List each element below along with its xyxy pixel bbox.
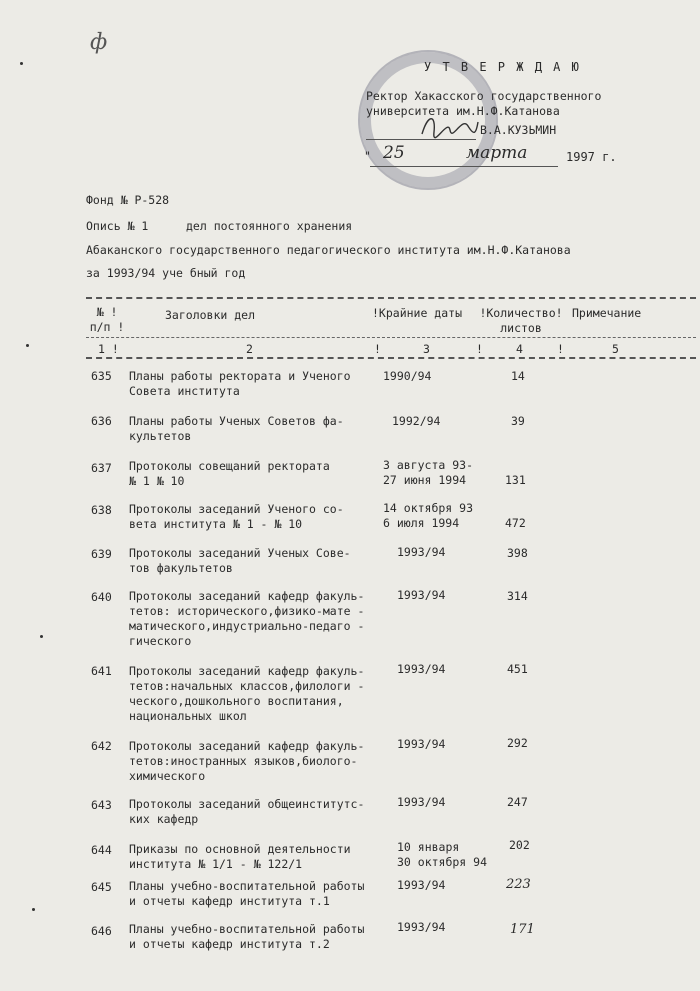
opis-description: дел постоянного хранения xyxy=(186,219,353,233)
row-dates: 1993/94 xyxy=(397,920,446,934)
row-title: Протоколы заседаний кафедр факуль- тетов: исторического,физико-мате - матического,индустриально-педаго - гического xyxy=(129,589,365,648)
row-title: Планы работы ректората и Ученого Совета института xyxy=(129,369,351,398)
row-dates: 1993/94 xyxy=(397,588,446,602)
stray-dot xyxy=(20,62,23,65)
row-dates: 14 октября 93 6 июля 1994 xyxy=(383,501,474,530)
row-sheets: 472 xyxy=(505,516,526,530)
row-sheets: 131 xyxy=(505,473,526,487)
row-dates: 1993/94 xyxy=(397,878,446,892)
row-sheets: 292 xyxy=(507,736,528,750)
column-number: 4 xyxy=(516,342,523,356)
column-number: 5 xyxy=(612,342,619,356)
column-header-number: № ! п/п ! xyxy=(89,305,125,334)
row-dates: 1993/94 xyxy=(397,662,446,676)
row-sheets: 451 xyxy=(507,662,528,676)
row-title: Планы учебно-воспитательной работы и отчеты кафедр института т.1 xyxy=(129,879,365,908)
row-number: 639 xyxy=(91,547,112,561)
row-dates: 1993/94 xyxy=(397,737,446,751)
row-dates: 10 января 30 октября 94 xyxy=(397,840,488,869)
row-dates: 3 августа 93- 27 июня 1994 xyxy=(383,458,474,487)
row-sheets: 314 xyxy=(507,589,528,603)
row-number: 641 xyxy=(91,664,112,678)
row-number: 640 xyxy=(91,590,112,604)
row-number: 645 xyxy=(91,880,112,894)
row-title: Протоколы заседаний кафедр факуль- тетов:начальных классов,филологи - ческого,дошкольного воспитания, национальных школ xyxy=(129,664,365,723)
institution-name: Абаканского государственного педагогического института им.Н.Ф.Катанова xyxy=(86,243,571,257)
column-separator: ! xyxy=(476,342,483,356)
row-sheets: 39 xyxy=(511,414,525,428)
stray-dot xyxy=(26,344,29,347)
stray-dot xyxy=(32,908,35,911)
row-number: 646 xyxy=(91,924,112,938)
column-header-notes: Примечание xyxy=(572,306,642,320)
row-number: 638 xyxy=(91,503,112,517)
approval-line-2: университета им.Н.Ф.Катанова xyxy=(366,104,560,118)
row-sheets: 247 xyxy=(507,795,528,809)
row-number: 637 xyxy=(91,461,112,475)
row-sheets: 202 xyxy=(509,838,530,852)
corner-mark: ф xyxy=(90,30,108,55)
row-number: 644 xyxy=(91,843,112,857)
row-title: Протоколы заседаний Ученых Сове- тов факультетов xyxy=(129,546,351,575)
column-number: 2 xyxy=(246,342,253,356)
approval-title: У Т В Е Р Ж Д А Ю xyxy=(424,60,581,74)
column-header-titles: Заголовки дел xyxy=(165,308,256,322)
date-underline xyxy=(370,166,558,167)
row-title: Протоколы совещаний ректората № 1 № 10 xyxy=(129,459,330,488)
row-dates: 1990/94 xyxy=(383,369,432,383)
opis-number: Опись № 1 xyxy=(86,219,149,233)
row-dates: 1992/94 xyxy=(392,414,441,428)
column-number-rule xyxy=(86,357,696,359)
row-title: Протоколы заседаний общеинститутс- ких кафедр xyxy=(129,797,365,826)
row-number: 636 xyxy=(91,414,112,428)
row-title: Протоколы заседаний кафедр факуль- тетов:иностранных языков,биолого- химического xyxy=(129,739,365,783)
row-number: 635 xyxy=(91,369,112,383)
row-sheets: 223 xyxy=(506,877,531,892)
row-sheets: 398 xyxy=(507,546,528,560)
row-number: 642 xyxy=(91,739,112,753)
row-title: Приказы по основной деятельности института № 1/1 - № 122/1 xyxy=(129,842,351,871)
date-day: 25 xyxy=(383,143,405,163)
academic-period: за 1993/94 уче бный год xyxy=(86,266,246,280)
approval-line-1: Ректор Хакасского государственного xyxy=(366,89,602,103)
row-title: Протоколы заседаний Ученого со- вета института № 1 - № 10 xyxy=(129,502,344,531)
column-number: 1 ! xyxy=(98,342,119,356)
row-dates: 1993/94 xyxy=(397,795,446,809)
column-number: 3 xyxy=(423,342,430,356)
row-title: Планы работы Ученых Советов фа- культетов xyxy=(129,414,344,443)
fond-number: Фонд № Р-528 xyxy=(86,193,170,207)
row-dates: 1993/94 xyxy=(397,545,446,559)
column-header-dates: !Крайние даты xyxy=(372,306,463,320)
column-separator: ! xyxy=(557,342,564,356)
column-header-rule xyxy=(86,337,696,338)
table-top-rule xyxy=(86,297,696,299)
column-separator: ! xyxy=(374,342,381,356)
date-quote: " xyxy=(364,149,371,163)
signer-name: В.А.КУЗЬМИН xyxy=(480,123,557,137)
date-month: марта xyxy=(466,143,528,163)
signature-underline xyxy=(366,139,476,140)
column-header-sheets: !Количество! листов xyxy=(479,306,563,335)
row-title: Планы учебно-воспитательной работы и отчеты кафедр института т.2 xyxy=(129,922,365,951)
row-number: 643 xyxy=(91,798,112,812)
date-year: 1997 г. xyxy=(566,150,617,164)
stray-dot xyxy=(40,635,43,638)
row-sheets: 14 xyxy=(511,369,525,383)
row-sheets: 171 xyxy=(510,922,535,937)
